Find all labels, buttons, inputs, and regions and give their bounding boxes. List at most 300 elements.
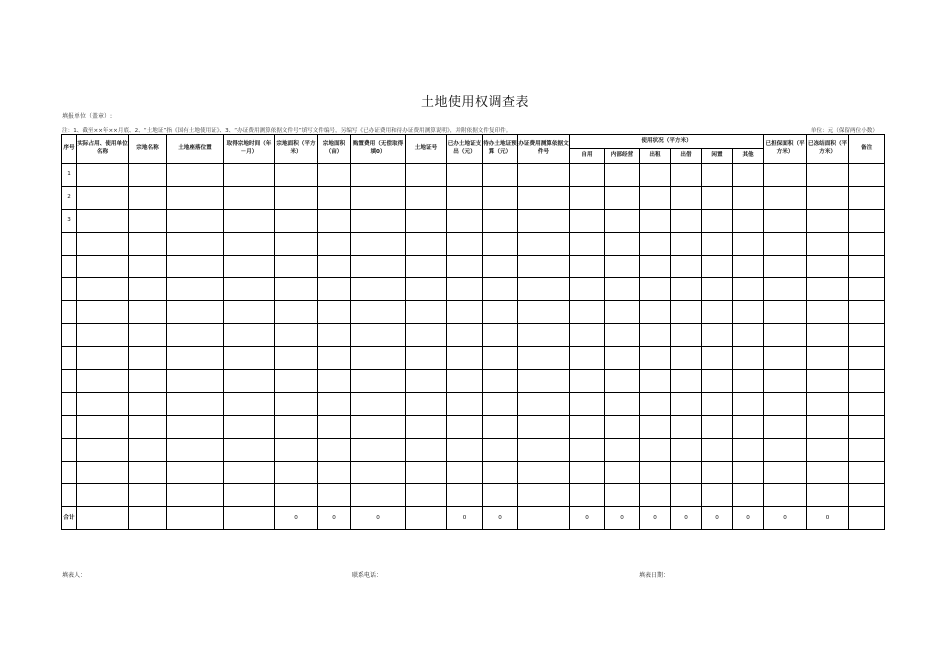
- header-area-sqm: 宗地面积（平方米）: [275, 135, 318, 164]
- table-cell: [224, 324, 275, 347]
- table-cell: [733, 370, 764, 393]
- row-number: [62, 461, 77, 484]
- date-label: 填表日期：: [639, 572, 670, 579]
- land-survey-table: [61, 134, 885, 530]
- table-cell: [733, 278, 764, 301]
- table-cell: [406, 209, 447, 232]
- table-cell: [129, 164, 167, 187]
- table-cell: [447, 278, 483, 301]
- header-area-mu: 宗地面积（亩）: [318, 135, 351, 164]
- total-usage-rent: 0: [640, 507, 671, 530]
- table-cell: [447, 186, 483, 209]
- table-cell: [167, 507, 224, 530]
- table-cell: [702, 392, 733, 415]
- table-cell: [224, 255, 275, 278]
- row-number: [62, 347, 77, 370]
- table-cell: [129, 255, 167, 278]
- row-number: [62, 392, 77, 415]
- table-cell: [671, 392, 702, 415]
- table-cell: [351, 186, 406, 209]
- header-usage-internal: 内部经营: [605, 149, 640, 164]
- table-cell: [640, 370, 671, 393]
- table-cell: [849, 461, 885, 484]
- table-cell: [483, 209, 518, 232]
- header-usage-other: 其他: [733, 149, 764, 164]
- table-cell: [640, 255, 671, 278]
- table-cell: [849, 484, 885, 507]
- table-cell: [733, 461, 764, 484]
- table-cell: [129, 370, 167, 393]
- table-cell: [671, 438, 702, 461]
- table-cell: [351, 301, 406, 324]
- table-cell: [518, 438, 570, 461]
- table-cell: [764, 278, 807, 301]
- table-cell: [77, 347, 129, 370]
- total-usage-idle: 0: [702, 507, 733, 530]
- table-cell: [671, 164, 702, 187]
- table-cell: [406, 438, 447, 461]
- table-cell: [640, 186, 671, 209]
- table-cell: [849, 164, 885, 187]
- table-cell: [77, 324, 129, 347]
- table-cell: [77, 278, 129, 301]
- filler-label: 填表人：: [62, 572, 87, 579]
- reporting-unit-label: 填报单位（盖章）:: [62, 113, 113, 120]
- table-cell: [351, 415, 406, 438]
- table-cell: [702, 164, 733, 187]
- table-cell: [605, 347, 640, 370]
- table-cell: [570, 232, 605, 255]
- table-cell: [129, 301, 167, 324]
- table-cell: [275, 370, 318, 393]
- table-cell: [640, 232, 671, 255]
- table-row: [62, 209, 885, 232]
- table-cell: [640, 324, 671, 347]
- table-cell: [318, 186, 351, 209]
- table-cell: [570, 484, 605, 507]
- table-cell: [702, 484, 733, 507]
- table-cell: [224, 461, 275, 484]
- table-cell: [518, 164, 570, 187]
- table-row: [62, 164, 885, 187]
- table-cell: [275, 415, 318, 438]
- table-cell: [640, 164, 671, 187]
- table-cell: [733, 209, 764, 232]
- table-cell: [733, 438, 764, 461]
- table-cell: [605, 164, 640, 187]
- table-cell: [764, 255, 807, 278]
- table-row: [62, 415, 885, 438]
- row-number: [62, 415, 77, 438]
- table-cell: [77, 370, 129, 393]
- table-cell: [77, 255, 129, 278]
- table-cell: [483, 461, 518, 484]
- total-pending-cost: 0: [483, 507, 518, 530]
- table-cell: [807, 164, 849, 187]
- table-cell: [77, 232, 129, 255]
- table-cell: [605, 484, 640, 507]
- row-number: 2: [62, 186, 77, 209]
- table-row: [62, 324, 885, 347]
- row-number: [62, 484, 77, 507]
- table-cell: [807, 255, 849, 278]
- table-cell: [702, 324, 733, 347]
- table-cell: [733, 164, 764, 187]
- table-cell: [605, 186, 640, 209]
- table-cell: [640, 415, 671, 438]
- table-cell: [671, 370, 702, 393]
- table-cell: [129, 278, 167, 301]
- table-cell: [807, 232, 849, 255]
- table-cell: [764, 232, 807, 255]
- table-cell: [447, 255, 483, 278]
- table-cell: [447, 415, 483, 438]
- table-cell: [167, 415, 224, 438]
- total-label: 合计: [62, 507, 77, 530]
- header-unit-name: 实际占用、使用单位名称: [77, 135, 129, 164]
- table-cell: [77, 186, 129, 209]
- table-cell: [807, 278, 849, 301]
- table-cell: [807, 370, 849, 393]
- table-cell: [351, 232, 406, 255]
- table-cell: [702, 461, 733, 484]
- table-cell: [224, 507, 275, 530]
- table-cell: [518, 209, 570, 232]
- table-cell: [275, 484, 318, 507]
- table-cell: [671, 255, 702, 278]
- table-cell: [640, 278, 671, 301]
- table-cell: [129, 186, 167, 209]
- table-cell: [483, 324, 518, 347]
- table-cell: [671, 186, 702, 209]
- table-cell: [518, 415, 570, 438]
- table-cell: [518, 301, 570, 324]
- table-cell: [807, 209, 849, 232]
- table-cell: [318, 278, 351, 301]
- table-cell: [167, 255, 224, 278]
- table-cell: [351, 438, 406, 461]
- table-cell: [129, 232, 167, 255]
- table-cell: [702, 186, 733, 209]
- table-cell: [167, 186, 224, 209]
- table-cell: [406, 301, 447, 324]
- table-cell: [406, 415, 447, 438]
- header-basis-doc: 办证费用测算依据文件号: [518, 135, 570, 164]
- table-cell: [570, 301, 605, 324]
- table-cell: [167, 209, 224, 232]
- total-usage-other: 0: [733, 507, 764, 530]
- table-cell: [318, 392, 351, 415]
- table-cell: [483, 278, 518, 301]
- table-cell: [483, 438, 518, 461]
- table-cell: [275, 278, 318, 301]
- table-cell: [447, 232, 483, 255]
- table-cell: [605, 370, 640, 393]
- table-cell: [483, 255, 518, 278]
- table-cell: [702, 301, 733, 324]
- total-purchase-cost: 0: [351, 507, 406, 530]
- table-cell: [849, 347, 885, 370]
- table-cell: [318, 232, 351, 255]
- table-cell: [671, 415, 702, 438]
- table-row: [62, 438, 885, 461]
- table-cell: [129, 347, 167, 370]
- table-cell: [605, 415, 640, 438]
- table-cell: [671, 209, 702, 232]
- unit-label: 单位：元（保留两位小数）: [810, 128, 878, 134]
- row-number: [62, 301, 77, 324]
- table-cell: [605, 392, 640, 415]
- table-cell: [640, 438, 671, 461]
- table-cell: [518, 278, 570, 301]
- table-cell: [733, 484, 764, 507]
- table-cell: [605, 255, 640, 278]
- table-row: [62, 347, 885, 370]
- table-cell: [447, 324, 483, 347]
- table-cell: [807, 438, 849, 461]
- total-area-mu: 0: [318, 507, 351, 530]
- total-usage-lend: 0: [671, 507, 702, 530]
- table-cell: [224, 370, 275, 393]
- table-cell: [764, 370, 807, 393]
- table-cell: [167, 278, 224, 301]
- table-cell: [807, 324, 849, 347]
- table-cell: [605, 232, 640, 255]
- table-cell: [318, 438, 351, 461]
- table-cell: [129, 507, 167, 530]
- table-cell: [807, 301, 849, 324]
- total-paid-cost: 0: [447, 507, 483, 530]
- table-cell: [318, 209, 351, 232]
- table-cell: [447, 461, 483, 484]
- row-number: 1: [62, 164, 77, 187]
- table-cell: [849, 278, 885, 301]
- table-cell: [351, 164, 406, 187]
- table-cell: [849, 438, 885, 461]
- table-cell: [518, 324, 570, 347]
- total-guaranteed: 0: [764, 507, 807, 530]
- table-cell: [167, 438, 224, 461]
- table-cell: [605, 461, 640, 484]
- header-usage-self: 自用: [570, 149, 605, 164]
- table-cell: [483, 186, 518, 209]
- table-cell: [483, 347, 518, 370]
- table-cell: [77, 461, 129, 484]
- table-cell: [483, 415, 518, 438]
- table-cell: [702, 232, 733, 255]
- table-cell: [406, 186, 447, 209]
- table-cell: [406, 278, 447, 301]
- table-cell: [733, 232, 764, 255]
- table-cell: [406, 164, 447, 187]
- header-paid-cost: 已办土地证支出（元）: [447, 135, 483, 164]
- table-cell: [702, 255, 733, 278]
- table-cell: [224, 209, 275, 232]
- table-cell: [483, 164, 518, 187]
- table-cell: [483, 301, 518, 324]
- table-row: [62, 392, 885, 415]
- table-cell: [275, 209, 318, 232]
- table-cell: [807, 415, 849, 438]
- table-cell: [671, 347, 702, 370]
- table-cell: [447, 301, 483, 324]
- phone-label: 联系电话：: [352, 572, 383, 579]
- table-cell: [318, 461, 351, 484]
- table-cell: [849, 507, 885, 530]
- table-cell: [570, 392, 605, 415]
- table-cell: [167, 461, 224, 484]
- header-cert-no: 土地证号: [406, 135, 447, 164]
- table-cell: [129, 209, 167, 232]
- header-usage-rent: 出租: [640, 149, 671, 164]
- table-cell: [224, 301, 275, 324]
- table-cell: [275, 186, 318, 209]
- table-cell: [77, 438, 129, 461]
- table-cell: [570, 324, 605, 347]
- table-cell: [167, 164, 224, 187]
- table-cell: [605, 301, 640, 324]
- table-cell: [764, 438, 807, 461]
- table-cell: [605, 209, 640, 232]
- header-usage-idle: 闲置: [702, 149, 733, 164]
- table-cell: [764, 164, 807, 187]
- total-usage-self: 0: [570, 507, 605, 530]
- table-cell: [77, 164, 129, 187]
- table-cell: [570, 278, 605, 301]
- table-cell: [807, 186, 849, 209]
- table-cell: [483, 392, 518, 415]
- table-cell: [807, 484, 849, 507]
- table-cell: [224, 347, 275, 370]
- total-frozen: 0: [807, 507, 849, 530]
- table-cell: [224, 164, 275, 187]
- total-usage-internal: 0: [605, 507, 640, 530]
- table-cell: [733, 255, 764, 278]
- table-cell: [129, 324, 167, 347]
- table-cell: [733, 301, 764, 324]
- table-cell: [275, 164, 318, 187]
- table-cell: [570, 164, 605, 187]
- row-number: [62, 324, 77, 347]
- table-cell: [570, 347, 605, 370]
- table-cell: [518, 186, 570, 209]
- header-seq: 序号: [62, 135, 77, 164]
- table-cell: [351, 255, 406, 278]
- table-cell: [518, 255, 570, 278]
- table-cell: [483, 370, 518, 393]
- table-cell: [570, 438, 605, 461]
- table-cell: [129, 438, 167, 461]
- table-row: [62, 484, 885, 507]
- total-row: [62, 507, 885, 530]
- table-cell: [224, 232, 275, 255]
- header-frozen: 已冻结面积（平方米）: [807, 135, 849, 164]
- table-cell: [275, 347, 318, 370]
- table-cell: [167, 347, 224, 370]
- table-cell: [406, 324, 447, 347]
- table-cell: [483, 484, 518, 507]
- table-cell: [764, 209, 807, 232]
- table-row: [62, 232, 885, 255]
- table-cell: [518, 392, 570, 415]
- table-cell: [764, 392, 807, 415]
- table-cell: [671, 324, 702, 347]
- table-cell: [640, 301, 671, 324]
- table-cell: [224, 186, 275, 209]
- table-cell: [640, 484, 671, 507]
- table-cell: [849, 186, 885, 209]
- table-cell: [275, 255, 318, 278]
- table-cell: [702, 347, 733, 370]
- header-usage-lend: 出借: [671, 149, 702, 164]
- table-cell: [406, 484, 447, 507]
- table-cell: [318, 301, 351, 324]
- table-cell: [129, 461, 167, 484]
- header-purchase-cost: 购置费用（无偿取得填0）: [351, 135, 406, 164]
- table-cell: [351, 324, 406, 347]
- table-cell: [605, 278, 640, 301]
- table-cell: [702, 209, 733, 232]
- row-number: [62, 232, 77, 255]
- table-cell: [275, 324, 318, 347]
- table-cell: [351, 484, 406, 507]
- table-cell: [167, 324, 224, 347]
- table-cell: [518, 461, 570, 484]
- table-cell: [447, 209, 483, 232]
- table-cell: [275, 301, 318, 324]
- table-cell: [167, 392, 224, 415]
- table-cell: [702, 438, 733, 461]
- table-cell: [77, 415, 129, 438]
- table-cell: [275, 392, 318, 415]
- header-guaranteed: 已担保面积（平方米）: [764, 135, 807, 164]
- table-cell: [702, 278, 733, 301]
- table-cell: [318, 370, 351, 393]
- table-cell: [570, 209, 605, 232]
- table-cell: [764, 301, 807, 324]
- row-number: 3: [62, 209, 77, 232]
- table-cell: [275, 232, 318, 255]
- table-cell: [570, 370, 605, 393]
- table-cell: [605, 324, 640, 347]
- table-cell: [406, 507, 447, 530]
- table-cell: [447, 484, 483, 507]
- table-cell: [733, 186, 764, 209]
- row-number: [62, 370, 77, 393]
- header-acquire-time: 取得宗地时间（年－月）: [224, 135, 275, 164]
- table-cell: [224, 392, 275, 415]
- table-cell: [807, 347, 849, 370]
- table-cell: [447, 392, 483, 415]
- table-cell: [351, 370, 406, 393]
- table-cell: [77, 392, 129, 415]
- header-location: 土地座落位置: [167, 135, 224, 164]
- table-cell: [570, 255, 605, 278]
- table-cell: [849, 415, 885, 438]
- total-area-sqm: 0: [275, 507, 318, 530]
- table-cell: [406, 255, 447, 278]
- table-cell: [77, 484, 129, 507]
- table-cell: [671, 484, 702, 507]
- table-cell: [318, 484, 351, 507]
- table-cell: [764, 461, 807, 484]
- table-cell: [351, 209, 406, 232]
- table-cell: [406, 232, 447, 255]
- header-parcel-name: 宗地名称: [129, 135, 167, 164]
- table-cell: [224, 415, 275, 438]
- table-row: [62, 370, 885, 393]
- table-cell: [224, 438, 275, 461]
